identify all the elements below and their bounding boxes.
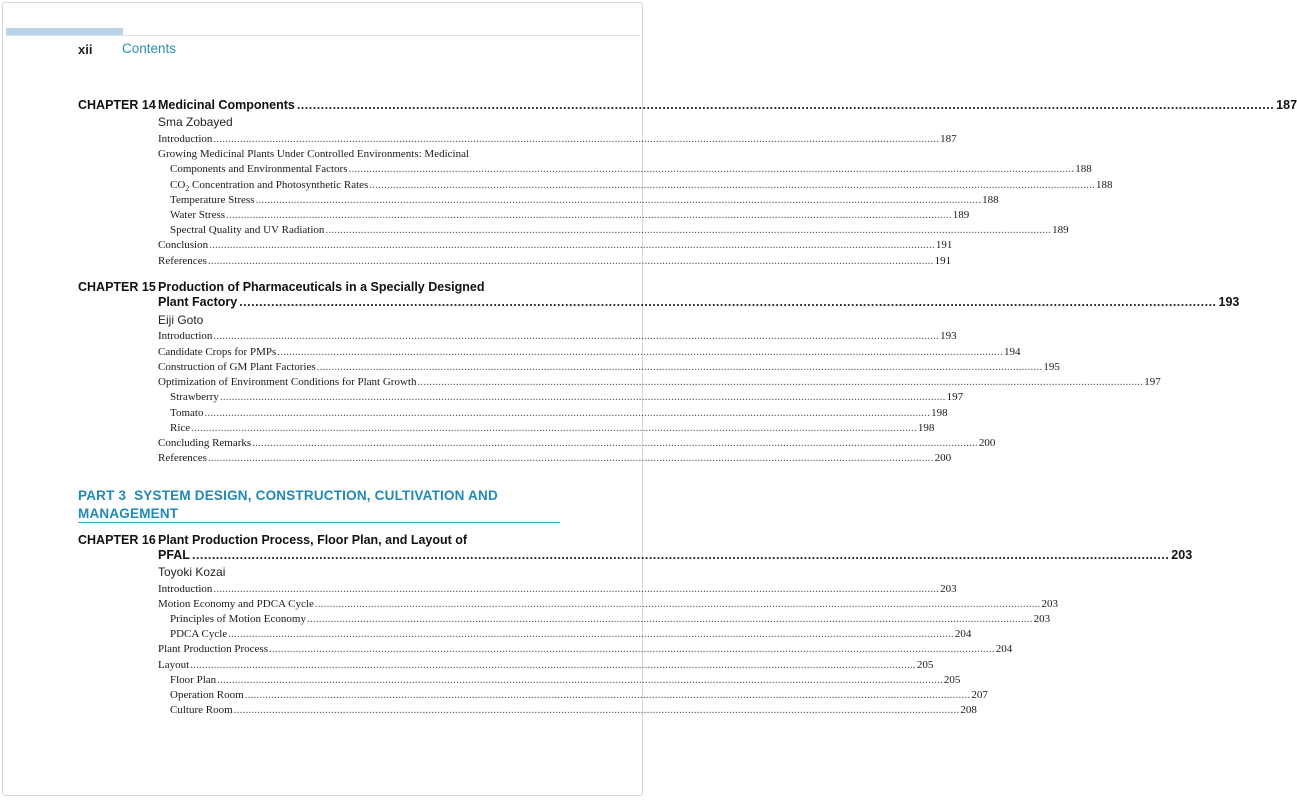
toc-entry: Concluding Remarks ...................................................................................................................................................................................................................................................... 200 bbox=[158, 437, 996, 449]
toc-entry: Introduction ...................................................................................................................................................................................................................................................... 187 bbox=[158, 133, 957, 145]
toc-entry: Temperature Stress ...................................................................................................................................................................................................................................................... 188 bbox=[170, 194, 999, 206]
toc-entry: Growing Medicinal Plants Under Controlled Environments: Medicinal bbox=[158, 148, 470, 160]
chapter-author: Eiji Goto bbox=[158, 313, 204, 327]
toc-entry: Operation Room ...................................................................................................................................................................................................................................................... 207 bbox=[170, 689, 988, 701]
part-heading-line-1: PART 3 SYSTEM DESIGN, CONSTRUCTION, CULTIVATION AND bbox=[78, 488, 498, 503]
header-rule bbox=[6, 35, 640, 36]
toc-entry: References ...................................................................................................................................................................................................................................................... 191 bbox=[158, 255, 952, 267]
chapter-title: Medicinal Components bbox=[158, 98, 295, 112]
chapter-label: CHAPTER 15 bbox=[78, 280, 156, 294]
chapter-author: Toyoki Kozai bbox=[158, 565, 226, 579]
page-number: xii bbox=[78, 42, 93, 57]
chapter-title-line-2: PFAL bbox=[158, 548, 190, 562]
chapter-label: CHAPTER 14 bbox=[78, 98, 156, 112]
running-head: Contents bbox=[122, 41, 177, 56]
toc-entry: Introduction ...................................................................................................................................................................................................................................................... 203 bbox=[158, 583, 957, 595]
toc-entry: PDCA Cycle ...................................................................................................................................................................................................................................................... 204 bbox=[170, 628, 972, 640]
toc-entry: Layout ...................................................................................................................................................................................................................................................... 205 bbox=[158, 659, 934, 671]
toc-entry: Spectral Quality and UV Radiation ...................................................................................................................................................................................................................................................... 189 bbox=[170, 224, 1069, 236]
toc-entry: Floor Plan ...................................................................................................................................................................................................................................................... 205 bbox=[170, 674, 961, 686]
chapter-author: Sma Zobayed bbox=[158, 115, 233, 129]
chapter-page: 187 bbox=[1276, 98, 1297, 112]
toc-entry: Plant Production Process ...................................................................................................................................................................................................................................................... 204 bbox=[158, 643, 1013, 655]
toc-entry: Principles of Motion Economy ...................................................................................................................................................................................................................................................... 203 bbox=[170, 613, 1051, 625]
toc-entry: Construction of GM Plant Factories ...................................................................................................................................................................................................................................................... 195 bbox=[158, 361, 1060, 373]
part-heading bbox=[78, 487, 560, 523]
toc-entry: Culture Room ...................................................................................................................................................................................................................................................... 208 bbox=[170, 704, 977, 716]
toc-entry: Tomato ...................................................................................................................................................................................................................................................... 198 bbox=[170, 407, 948, 419]
toc-entry: Optimization of Environment Conditions for Plant Growth ...................................................................................................................................................................................................................................................... 197 bbox=[158, 376, 1161, 388]
part-heading-line-2: MANAGEMENT bbox=[78, 506, 179, 521]
toc-entry: Motion Economy and PDCA Cycle ...................................................................................................................................................................................................................................................... 203 bbox=[158, 598, 1059, 610]
chapter-page: 203 bbox=[1171, 548, 1193, 562]
toc-entry: Introduction ...................................................................................................................................................................................................................................................... 193 bbox=[158, 330, 957, 342]
toc-entry: Candidate Crops for PMPs ...................................................................................................................................................................................................................................................... 194 bbox=[158, 346, 1021, 358]
toc-entry: References ...................................................................................................................................................................................................................................................... 200 bbox=[158, 452, 952, 464]
toc-entry: $CO_2$ Concentration and Photosynthetic Rates ...................................................................................................................................................................................................................................................... 188 bbox=[170, 179, 1113, 194]
part-rule bbox=[78, 522, 560, 523]
toc-entry: Strawberry ...................................................................................................................................................................................................................................................... 197 bbox=[170, 391, 964, 403]
toc-entry: Water Stress ...................................................................................................................................................................................................................................................... 189 bbox=[170, 209, 970, 221]
chapter-label: CHAPTER 16 bbox=[78, 533, 156, 547]
toc-entry: Conclusion ...................................................................................................................................................................................................................................................... 191 bbox=[158, 239, 953, 251]
toc-entry: Rice ...................................................................................................................................................................................................................................................... 198 bbox=[170, 422, 935, 434]
chapter-page: 193 bbox=[1218, 295, 1240, 309]
chapter-title-line-1: Production of Pharmaceuticals in a Specially Designed bbox=[158, 280, 485, 294]
chapter-title-line-2: Plant Factory bbox=[158, 295, 238, 309]
chapter-16-heading: CHAPTER 16 Plant Production Process, Floor Plan, and Layout of PFAL ...................................................................................................................................................................................................................................................... 203 bbox=[78, 533, 1193, 562]
chapter-14-heading: CHAPTER 14 Medicinal Components ...................................................................................................................................................................................................................................................... 187 bbox=[78, 98, 1297, 112]
chapter-15-heading: CHAPTER 15 Production of Pharmaceuticals in a Specially Designed Plant Factory ...................................................................................................................................................................................................................................................... 193 bbox=[78, 280, 1240, 309]
toc-entry: Components and Environmental Factors ...................................................................................................................................................................................................................................................... 188 bbox=[170, 163, 1092, 175]
chapter-title-line-1: Plant Production Process, Floor Plan, and Layout of bbox=[158, 533, 468, 547]
